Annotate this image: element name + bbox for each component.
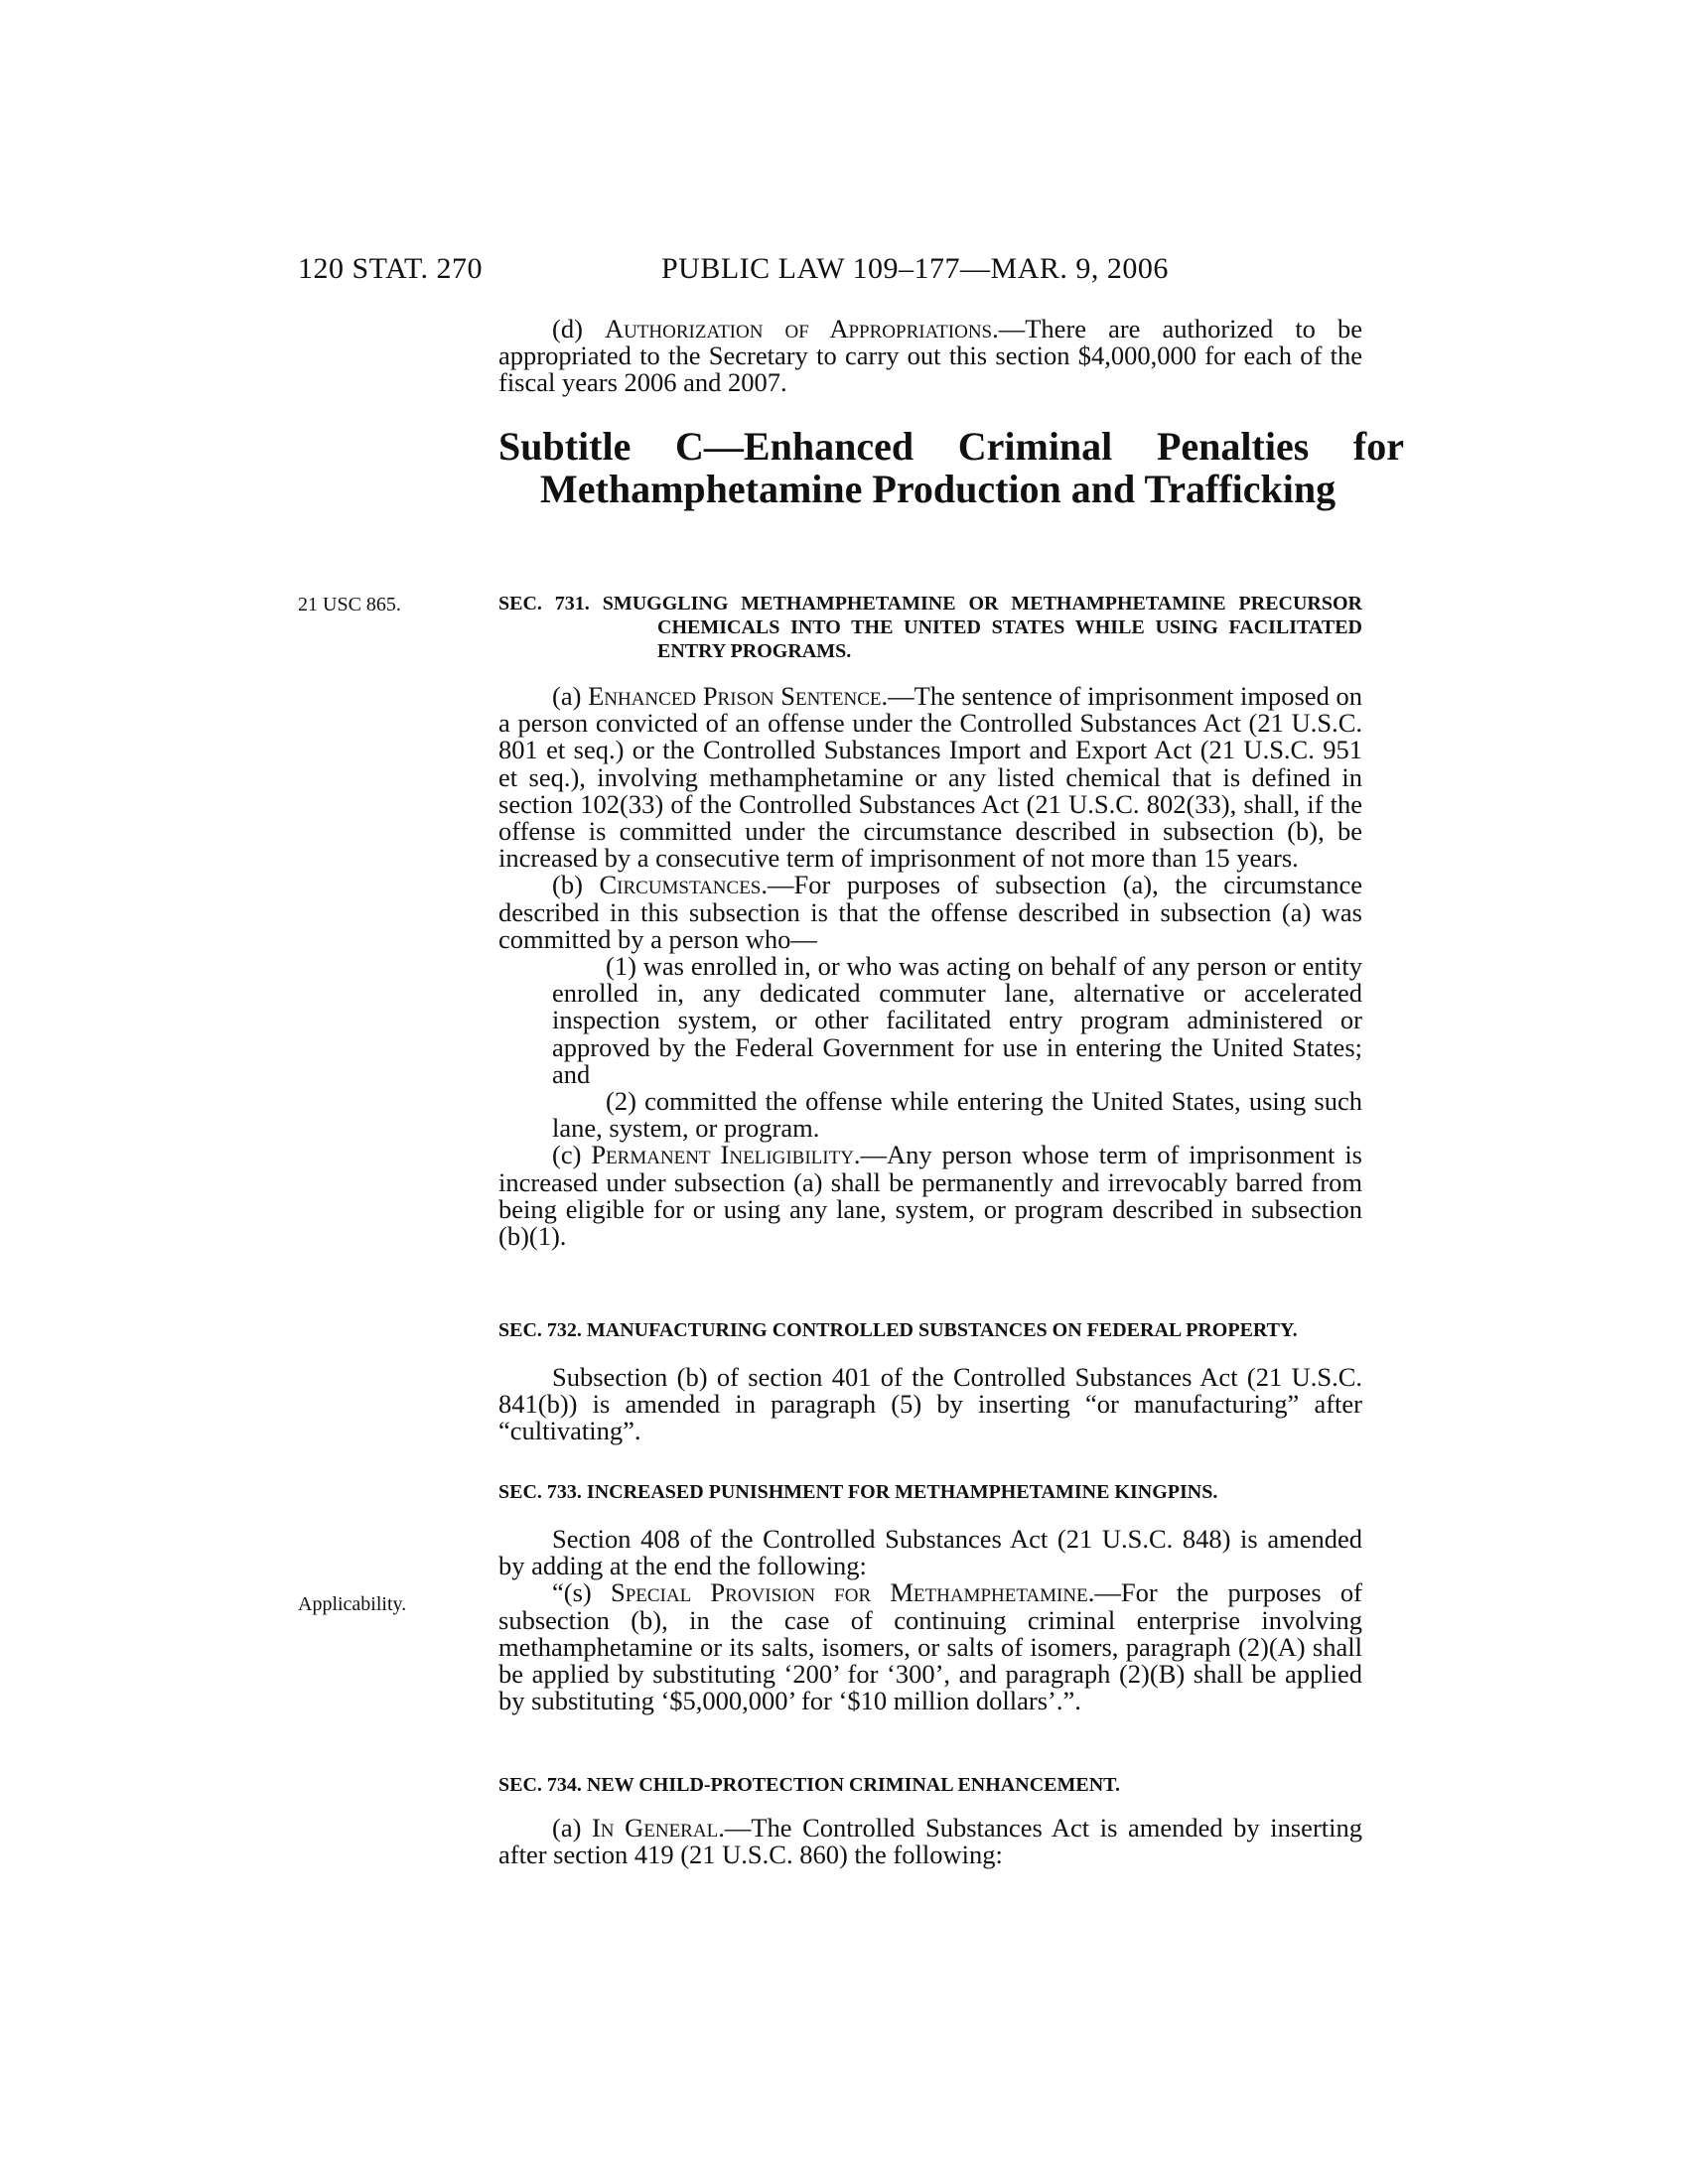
paragraph-b1: (1) was enrolled in, or who was acting on behalf of any person or entity enrolled in, any dedicated commuter lane, alternative or accelerated inspection system, or other facilitated entry program administered or approved by the Federal Government for use in entering the United States; and [552,951,1362,1089]
subsection-c: (c) Permanent Ineligibility.—Any person whose term of imprisonment is increased under subsection (a) shall be permanently and irrevocably barred from being eligible for or using any lane, system, or program described in subsection (b)(1). [498,1140,1362,1252]
subsection-s: “(s) Special Provision for Methamphetamine.—For the purposes of subsection (b), in the case of continuing criminal enterprise involving methamphetamine or its salts, isomers, or salts of isomers, paragraph (2)(A) shall be applied by substituting ‘200’ for ‘300’, and paragraph (2)(B) shall be applied by substituting ‘$5,000,000’ for ‘$10 million dollars’.”. [498,1577,1362,1716]
subsection-a: (a) Enhanced Prison Sentence.—The sentence of imprisonment imposed on a person convicted of an offense under the Controlled Substances Act (21 U.S.C. 801 et seq.) or the Controlled Substances Import and Export Act (21 U.S.C. 951 et seq.), involving methamphetamine or any listed chemical that is defined in section 102(33) of the Controlled Substances Act (21 U.S.C. 802(33), shall, if the offense is committed under the circumstance described in subsection (b), be increased by a consecutive term of imprisonment of not more than 15 years. [498,681,1362,874]
section-731 [498,592,1362,1250]
section-text: Subsection (b) of section 401 of the Controlled Substances Act (21 U.S.C. 841(b)) is amended in paragraph (5) by inserting “or manufacturing” after “cultivating”. [498,1362,1362,1446]
section-heading: SEC. 733. INCREASED PUNISHMENT FOR METHAMPHETAMINE KINGPINS. [498,1481,1218,1503]
section-heading: SEC. 732. MANUFACTURING CONTROLLED SUBSTANCES ON FEDERAL PROPERTY. [498,1319,1298,1341]
page-reference: 120 STAT. 270 [298,252,484,285]
section-intro: Section 408 of the Controlled Substances Act (21 U.S.C. 848) is amended by adding at the end the following: [498,1524,1362,1581]
section-733 [498,1480,1362,1714]
authorization-paragraph: (d) Authorization of Appropriations.—There are authorized to be appropriated to the Secretary to carry out this section $4,000,000 for each of the fiscal years 2006 and 2007. [498,314,1362,398]
section-734 [498,1773,1362,1868]
running-header: PUBLIC LAW 109–177—MAR. 9, 2006 [661,252,1169,285]
section-732 [498,1318,1362,1445]
subsection-a: (a) In General.—The Controlled Substances Act is amended by inserting after section 419 (21 U.S.C. 860) the following: [498,1813,1362,1870]
section-heading: SEC. 731. SMUGGLING METHAMPHETAMINE OR METHAMPHETAMINE PRECURSOR CHEMICALS INTO THE UNITED STATES WHILE USING FACILITATED ENTRY PROGRAMS. [498,593,1362,662]
paragraph-b2: (2) committed the offense while entering the United States, using such lane, system, or program. [552,1086,1362,1144]
section-heading: SEC. 734. NEW CHILD-PROTECTION CRIMINAL ENHANCEMENT. [498,1774,1120,1796]
margin-note-applicability: Applicability. [298,1593,407,1615]
subtitle-heading: Subtitle C—Enhanced Criminal Penalties for Methamphetamine Production and Trafficking [498,424,1404,511]
subsection-b: (b) Circumstances.—For purposes of subsection (a), the circumstance described in this subsection is that the offense described in subsection (a) was committed by a person who— [498,870,1363,954]
margin-note-usc: 21 USC 865. [298,594,401,615]
